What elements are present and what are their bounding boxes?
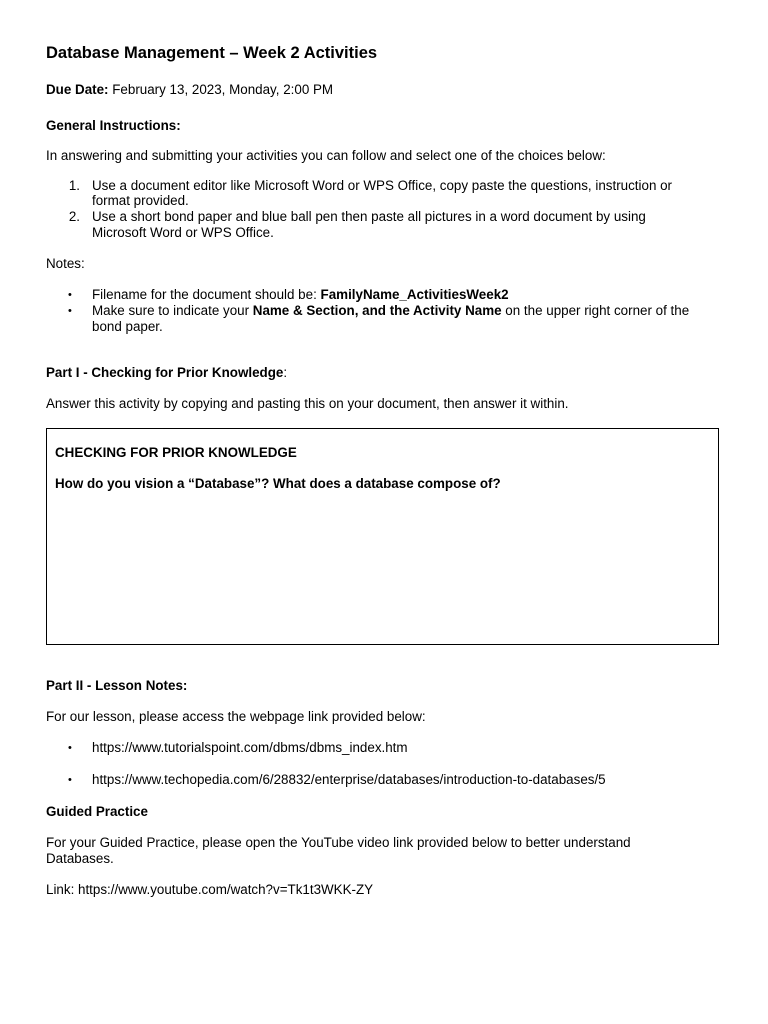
page-title: Database Management – Week 2 Activities: [46, 44, 378, 62]
note-filename: [92, 287, 509, 303]
due-date-label: Due Date:: [46, 82, 109, 97]
part1-heading: [46, 365, 287, 381]
guided-practice-text-line1: For your Guided Practice, please open the YouTube video link provided below to better understand: [46, 835, 631, 850]
guided-practice-text-line2: Databases.: [46, 851, 114, 866]
guided-practice-heading: Guided Practice: [46, 804, 148, 819]
choice-text-line1: Use a document editor like Microsoft Word or WPS Office, copy paste the questions, instruction or: [92, 178, 673, 193]
lesson-link[interactable]: https://www.techopedia.com/6/28832/enterprise/databases/introduction-to-databases/5: [92, 772, 606, 787]
note-indicate-bold: Name & Section, and the Activity Name: [252, 303, 502, 318]
due-date-value: February 13, 2023, Monday, 2:00 PM: [112, 82, 334, 97]
notes-label: Notes:: [46, 256, 85, 271]
choice-text-line2: format provided.: [92, 193, 189, 208]
part1-heading-colon: :: [283, 365, 288, 380]
note-indicate-text-end: on the upper right corner of the: [501, 303, 690, 318]
youtube-link[interactable]: Link: https://www.youtube.com/watch?v=Tk1t3WKK-ZY: [46, 882, 374, 897]
part1-instruction: Answer this activity by copying and pasting this on your document, then answer it within.: [46, 396, 569, 411]
note-indicate-line2: bond paper.: [92, 319, 163, 334]
note-filename-text: Filename for the document should be:: [92, 287, 321, 302]
part2-instruction: For our lesson, please access the webpage link provided below:: [46, 709, 426, 724]
bullet-icon: •: [68, 742, 72, 754]
note-filename-value: FamilyName_ActivitiesWeek2: [320, 287, 509, 302]
choice-text-line1: Use a short bond paper and blue ball pen then paste all pictures in a word document by using: [92, 209, 646, 224]
general-instructions-intro: In answering and submitting your activities you can follow and select one of the choices below:: [46, 148, 606, 163]
note-indicate: [92, 303, 689, 319]
part2-heading: Part II - Lesson Notes:: [46, 678, 188, 693]
bullet-icon: •: [68, 774, 72, 786]
general-instructions-heading: General Instructions:: [46, 118, 181, 133]
lesson-link[interactable]: https://www.tutorialspoint.com/dbms/dbms_index.htm: [92, 740, 408, 755]
note-indicate-text: Make sure to indicate your: [92, 303, 253, 318]
choice-text-line2: Microsoft Word or WPS Office.: [92, 225, 274, 240]
part1-heading-text: Part I - Checking for Prior Knowledge: [46, 365, 284, 380]
choice-number: 2.: [68, 209, 80, 224]
choice-number: 1.: [68, 178, 80, 193]
answer-box-title: CHECKING FOR PRIOR KNOWLEDGE: [55, 445, 297, 460]
bullet-icon: •: [68, 305, 72, 317]
due-date: [46, 82, 333, 98]
bullet-icon: •: [68, 289, 72, 301]
answer-box-question: How do you vision a “Database”? What does a database compose of?: [55, 476, 501, 491]
